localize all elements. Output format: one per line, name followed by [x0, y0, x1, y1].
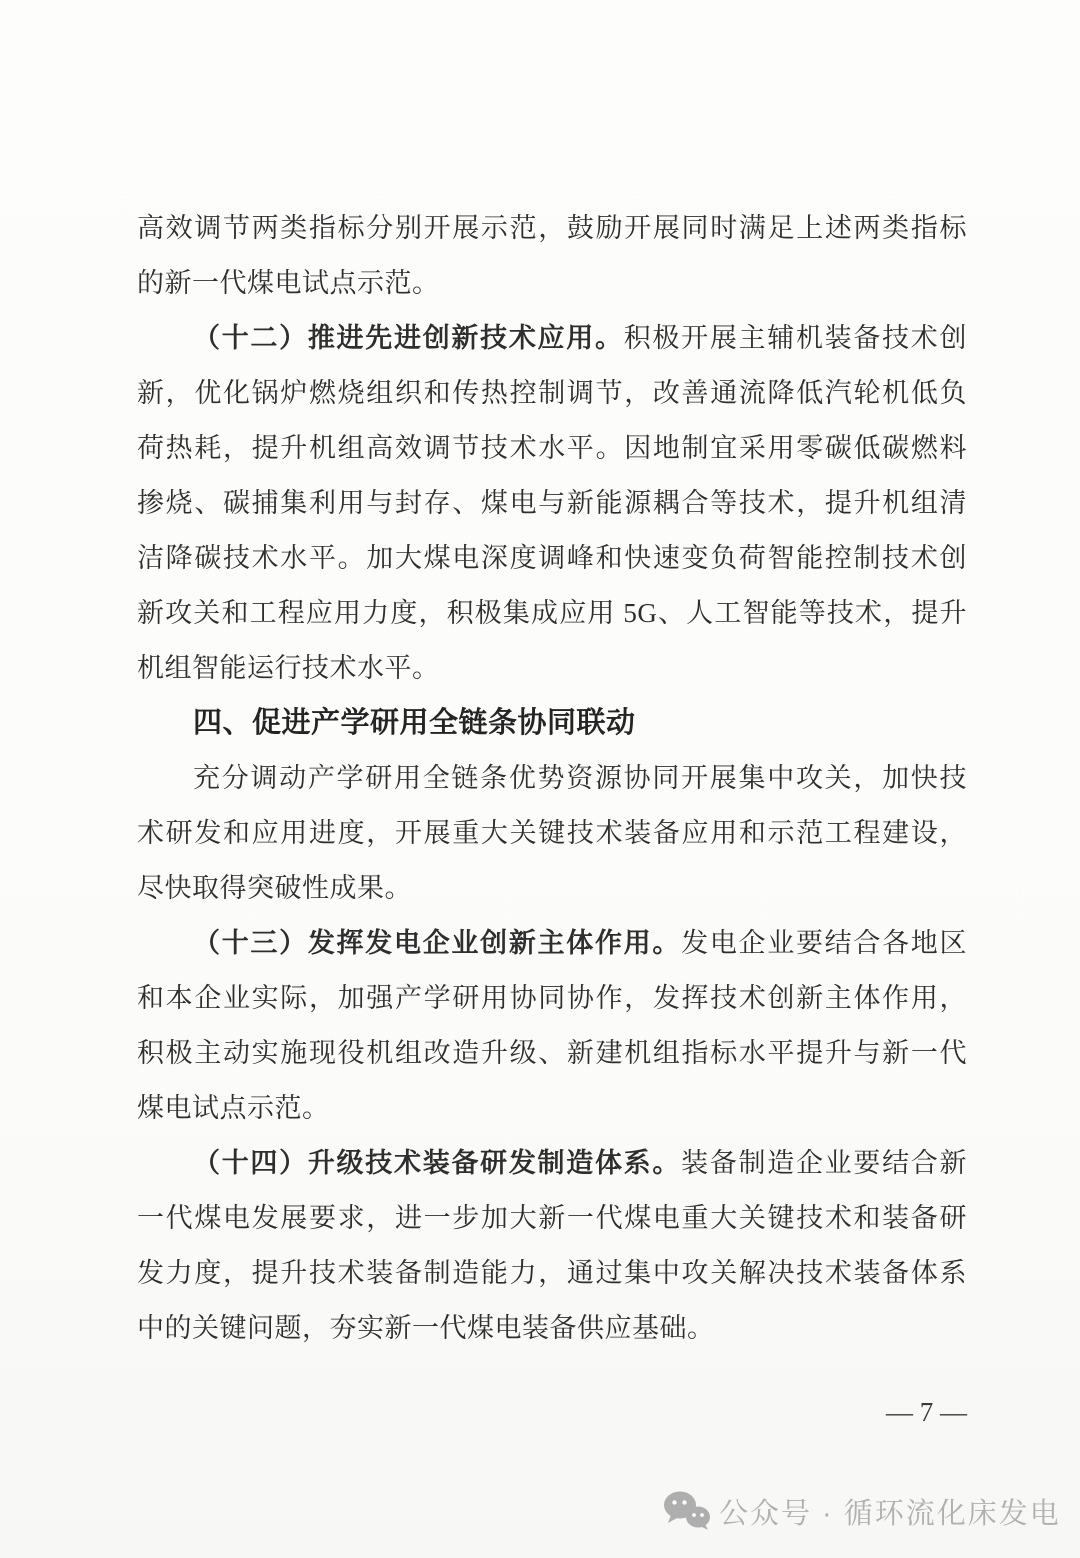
body-text: 煤电试点示范。 [137, 1093, 330, 1123]
wechat-watermark-label: 公众号 · 循环流化床发电 [719, 1497, 1061, 1530]
text-line [137, 751, 967, 806]
body-text: 中的关键问题，夯实新一代煤电装备供应基础。 [137, 1313, 715, 1343]
document-body [137, 201, 967, 1356]
text-line [137, 1246, 967, 1301]
body-text: 发力度，提升技术装备制造能力，通过集中攻关解决技术装备体系 [137, 1258, 967, 1288]
body-text: 积极开展主辅机装备技术创 [623, 323, 968, 353]
body-text: 高效调节两类指标分别开展示范，鼓励开展同时满足上述两类指标 [137, 213, 967, 243]
body-text: 和本企业实际，加强产学研用协同协作，发挥技术创新主体作用， [137, 983, 967, 1013]
text-line [137, 861, 967, 916]
text-line [137, 201, 967, 256]
bold-lead-text: （十三）发挥发电企业创新主体作用。 [193, 928, 682, 958]
body-text: 一代煤电发展要求，进一步加大新一代煤电重大关键技术和装备研 [137, 1203, 967, 1233]
text-line [137, 421, 967, 476]
text-line [137, 586, 967, 641]
wechat-icon [663, 1490, 711, 1532]
bold-lead-text: 四、促进产学研用全链条协同联动 [193, 707, 636, 739]
body-text: 洁降碳技术水平。加大煤电深度调峰和快速变负荷智能控制技术创 [137, 543, 967, 573]
text-line [137, 971, 967, 1026]
text-line [137, 916, 967, 971]
bold-lead-text: （十二）推进先进创新技术应用。 [193, 323, 624, 353]
body-text: 术研发和应用进度，开展重大关键技术装备应用和示范工程建设， [137, 818, 967, 848]
wechat-watermark [663, 1490, 1061, 1532]
text-line [137, 1136, 967, 1191]
body-text: 充分调动产学研用全链条优势资源协同开展集中攻关，加快技 [193, 763, 967, 793]
text-line [137, 641, 967, 696]
text-line [137, 531, 967, 586]
body-text: 掺烧、碳捕集利用与封存、煤电与新能源耦合等技术，提升机组清 [137, 488, 967, 518]
body-text: 的新一代煤电试点示范。 [137, 268, 440, 298]
body-text: 装备制造企业要结合新 [681, 1148, 968, 1178]
body-text: 发电企业要结合各地区 [681, 928, 968, 958]
bold-lead-text: （十四）升级技术装备研发制造体系。 [193, 1148, 682, 1178]
body-text: 荷热耗，提升机组高效调节技术水平。因地制宜采用零碳低碳燃料 [137, 433, 967, 463]
text-line [137, 1081, 967, 1136]
text-line [137, 806, 967, 861]
body-text: 尽快取得突破性成果。 [137, 873, 412, 903]
body-text: 新攻关和工程应用力度，积极集成应用 5G、人工智能等技术，提升 [137, 598, 967, 628]
text-line [137, 366, 967, 421]
text-line [137, 476, 967, 531]
body-text: 机组智能运行技术水平。 [137, 653, 440, 683]
body-text: 积极主动实施现役机组改造升级、新建机组指标水平提升与新一代 [137, 1038, 967, 1068]
page-number: — 7 — [886, 1397, 967, 1427]
text-line [137, 256, 967, 311]
text-line [137, 1026, 967, 1081]
text-line [137, 1191, 967, 1246]
body-text: 新，优化锅炉燃烧组织和传热控制调节，改善通流降低汽轮机低负 [137, 378, 967, 408]
section-heading [137, 696, 967, 751]
text-line [137, 1301, 967, 1356]
text-line [137, 311, 967, 366]
